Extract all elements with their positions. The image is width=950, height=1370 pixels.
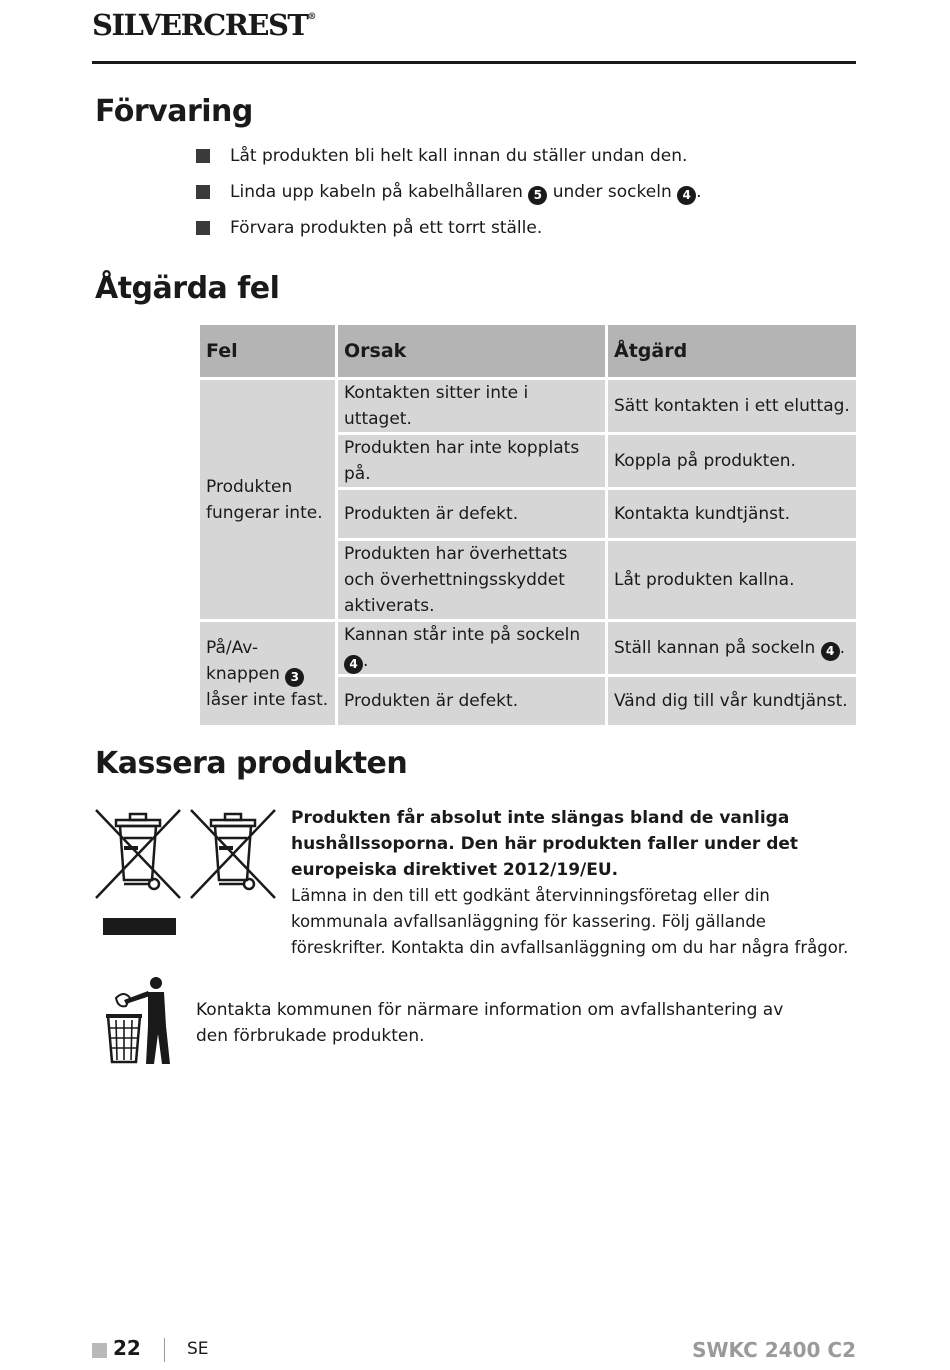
atgard-cell: Koppla på produkten.	[607, 434, 858, 489]
fel-cell: På/Av-knappen 3 låser inte fast.	[199, 621, 337, 727]
list-item	[196, 145, 702, 181]
number-badge-icon: 4	[821, 642, 840, 661]
atgard-cell: Vänd dig till vår kundtjänst.	[607, 676, 858, 727]
bin-bar-icon	[124, 846, 138, 850]
disposal-info: Kontakta kommunen för närmare information om avfallshantering av den förbrukade produkten.	[196, 1000, 784, 1046]
tidy-man-icon	[104, 976, 176, 1066]
language-code: SE	[187, 1339, 209, 1359]
number-badge-icon: 5	[528, 186, 547, 205]
bullet-square-icon	[196, 185, 210, 199]
model-number: SWKC 2400 C2	[692, 1338, 856, 1362]
atgard-cell: Låt produkten kallna.	[607, 540, 858, 621]
header-rule	[92, 61, 856, 64]
fel-cell: Produkten fungerar inte.	[199, 379, 337, 621]
orsak-cell: Produkten har inte kopplats på.	[337, 434, 607, 489]
bullet-text: Förvara produkten på ett torrt ställe.	[230, 218, 543, 238]
bullet-square-icon	[196, 221, 210, 235]
disposal-warning: Produkten får absolut inte slängas bland de vanliga hushållssoporna. Den här produkten faller under det europeiska direktivet 2012/19/EU.	[291, 808, 799, 880]
weee-symbols	[94, 808, 282, 940]
crossed-out-bin-icon	[96, 810, 180, 898]
number-badge-icon: 4	[344, 655, 363, 674]
troubleshooting-title: Åtgärda fel	[95, 271, 280, 306]
footer-divider	[164, 1338, 165, 1362]
page-number: 22	[113, 1336, 141, 1360]
column-header-fel: Fel	[199, 324, 337, 379]
bullet-text: Linda upp kabeln på kabelhållaren	[230, 182, 523, 202]
atgard-cell: Sätt kontakten i ett eluttag.	[607, 379, 858, 434]
troubleshooting-table	[197, 322, 859, 728]
disposal-title: Kassera produkten	[95, 746, 408, 781]
disposal-instructions: Lämna in den till ett godkänt återvinningsföretag eller din kommunala avfallsanläggning för kassering. Följ gällande föreskrifter. Kontakta din avfallsanläggning om du har några frågor.	[291, 886, 849, 957]
column-header-orsak: Orsak	[337, 324, 607, 379]
orsak-cell: Produkten har överhettats och överhettningsskyddet aktiverats.	[337, 540, 607, 621]
storage-list	[196, 145, 702, 253]
black-bar-icon	[103, 918, 176, 935]
bullet-text: under sockeln	[552, 182, 672, 202]
atgard-cell: Kontakta kundtjänst.	[607, 489, 858, 540]
orsak-cell: Produkten är defekt.	[337, 676, 607, 727]
table-row	[199, 379, 858, 434]
table-header-row	[199, 324, 858, 379]
storage-title: Förvaring	[95, 94, 253, 129]
atgard-cell: Ställ kannan på sockeln 4 .	[607, 621, 858, 676]
table-row	[199, 621, 858, 676]
column-header-atgard: Åtgärd	[607, 324, 858, 379]
bullet-text: Låt produkten bli helt kall innan du ställer undan den.	[230, 146, 688, 166]
bullet-text: .	[696, 182, 702, 202]
list-item	[196, 181, 702, 217]
crossed-out-bin-icon	[191, 810, 275, 898]
orsak-cell: Produkten är defekt.	[337, 489, 607, 540]
orsak-cell: Kontakten sitter inte i uttaget.	[337, 379, 607, 434]
list-item	[196, 217, 702, 253]
orsak-cell: Kannan står inte på sockeln 4 .	[337, 621, 607, 676]
disposal-text-block	[291, 805, 861, 961]
number-badge-icon: 4	[677, 186, 696, 205]
brand-logo: SILVERCREST®	[92, 8, 317, 42]
footer-square-icon	[92, 1343, 107, 1358]
bullet-square-icon	[196, 149, 210, 163]
number-badge-icon: 3	[285, 668, 304, 687]
